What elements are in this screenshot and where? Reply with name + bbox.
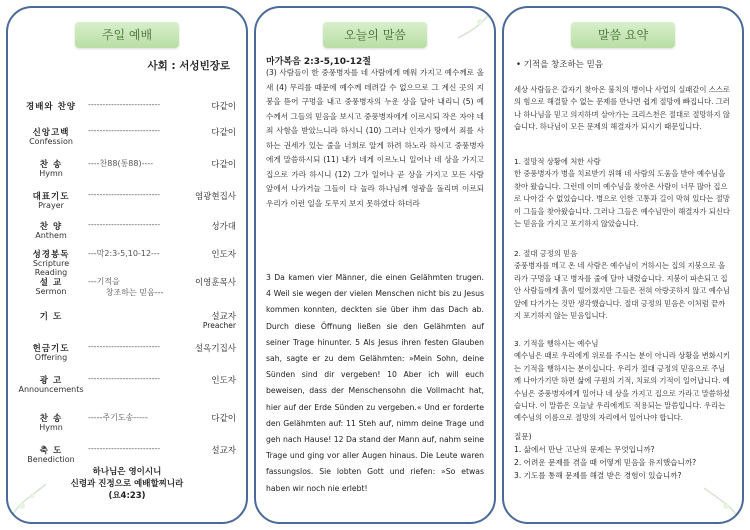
floral-decoration-icon xyxy=(454,8,494,48)
order-item-english: Prayer xyxy=(38,201,64,210)
order-item-name: 헌금기도 xyxy=(32,344,70,354)
order-item-detail: ------------------------- xyxy=(88,190,161,199)
order-item-detail: ------------------------- xyxy=(88,220,161,229)
summary-point-1: 1. 절망적 상황에 처한 사람 한 중풍병자가 병을 치료받기 위해 네 사람의 도움을 받아 예수님을 찾아 왔습니다. 그런데 이미 예수님을 찾아온 사람이 너무 많아 집으로 나아갈 수 없었습니다. 병으로 인한 고통과 길이 막혀 있다는 절망이 그들을 찾아왔습니다. 그러나 그들은 예수님만이 해결자가 되신다는 믿음을 가지고 포기하지 않았습니다. xyxy=(514,157,730,229)
order-item-name: 설 교 xyxy=(39,278,63,288)
order-item-detail: -----주기도송----- xyxy=(88,413,148,422)
question-item: 3. 기도를 통해 문제를 해결 받은 경험이 있습니까? xyxy=(514,471,682,480)
order-item-leader: 설교자 xyxy=(211,312,236,322)
panel-todays-word xyxy=(254,6,496,524)
order-item-detail: ---막2:3-5,10-12--- xyxy=(88,249,160,258)
order-item-leader: 성가대 xyxy=(211,222,236,232)
order-item-english: Offering xyxy=(34,353,68,362)
order-item-name: 대표기도 xyxy=(32,192,70,202)
summary-header: 말씀 요약 xyxy=(571,22,675,48)
panel-sermon-summary xyxy=(502,6,744,524)
order-item-detail: ----찬88(통88)---- xyxy=(88,159,154,168)
order-item-leader: 염광현집사 xyxy=(194,192,236,202)
order-item-english: Sermon xyxy=(35,287,67,296)
order-item-leader: 설옥기집사 xyxy=(194,344,236,354)
scripture-reference: 마가복음 2:3-5,10-12절 xyxy=(266,57,371,67)
order-item-detail: ---기적을 창조하는 믿음--- xyxy=(88,277,164,297)
order-item-name: 찬 양 xyxy=(39,222,63,232)
summary-point-2: 2. 절대 긍정의 믿음 중풍병자를 메고 온 네 사람은 예수님이 거하시는 집의 지붕으로 올라가 구멍을 내고 병자를 줄에 달아 내렸습니다. 지붕이 파손되고 집 안 사람들에게 흙이 떨어졌지만 그들은 전혀 아랑곳하지 않고 예수님 앞에 다가가는 것만 생각했습니다. 절대 긍정의 믿음은 이처럼 끝까지 포기하지 않는 믿음입니다. xyxy=(514,249,730,321)
scripture-german: 3 Da kamen vier Männer, die einen Gelähmten trugen. 4 Weil sie wegen der vielen Menschen nicht bis zu Jesus kommen konnten, deckten sie über ihm das Dach ab. Durch diese Öffnung ließen sie den Gelähmten auf seiner Trage hinunter. 5 Als Jesus ihren festen Glauben sah, sagte er zu dem Gelähmten: »Mein Sohn, deine Sünden sind dir vergeben! 10 Aber ich will euch beweisen, dass der Menschensohn die Vollmacht hat, hier auf der Erde Sünden zu vergeben.« Und er forderte den Gelähmten auf: 11 Steh auf, nimm deine Trage und geh nach Hause! 12 Da stand der Mann auf, nahm seine Trage und ging vor aller Augen hinaus. Die Leute waren fassungslos. Sie lobten Gott und riefen: »So etwas haben wir noch nie erlebt! xyxy=(266,273,484,493)
order-item-detail: ------------------------- xyxy=(88,100,161,109)
order-item-leader: 인도자 xyxy=(211,376,236,386)
verse-line: 신령과 진정으로 예배할찌니라 xyxy=(70,479,184,489)
order-item-leader: 인도자 xyxy=(211,250,236,260)
order-item-name: 찬 송 xyxy=(39,160,63,170)
order-item-name: 성경봉독 xyxy=(32,250,70,260)
order-item-leader: 다같이 xyxy=(211,102,236,112)
order-item-english: Scripture Reading xyxy=(32,259,70,277)
order-item-english: Benediction xyxy=(27,455,75,464)
order-item-name: 경배와 찬양 xyxy=(25,102,76,112)
order-item-name: 축 도 xyxy=(39,446,63,456)
floral-decoration-icon xyxy=(702,482,742,522)
order-item-leader: 다같이 xyxy=(211,160,236,170)
order-item-detail: ------------------------- xyxy=(88,342,161,351)
order-item-leader: 이영훈목사 xyxy=(194,278,236,288)
summary-title: • 기적을 창조하는 믿음 xyxy=(516,60,604,70)
order-item-detail: ------------------------- xyxy=(88,126,161,135)
order-item-name: 광 고 xyxy=(39,376,63,386)
word-header: 오늘의 말씀 xyxy=(323,22,427,48)
order-item-english: Confession xyxy=(29,137,73,146)
panel-worship-order xyxy=(6,6,248,524)
order-item-leader: 다같이 xyxy=(211,414,236,424)
order-item-name: 신앙고백 xyxy=(32,128,70,138)
order-item-detail: ------------------------- xyxy=(88,374,161,383)
host-label: 사회 : 서성빈장로 xyxy=(147,60,230,72)
order-item-english: Hymn xyxy=(39,169,63,178)
order-item-leader: 다같이 xyxy=(211,128,236,138)
summary-point-3: 3. 기적을 행하시는 예수님 예수님은 때로 우리에게 위로를 주시는 분이 아니라 상황을 변화시키는 기적을 행하시는 분이십니다. 우리가 절대 긍정의 믿음으로 주님께 나아가기만 하면 삶에 구원의 기적, 치료의 기적이 일어납니다. 예수님은 중풍병자에게 일어나 네 상을 가지고 집으로 가라고 말씀하셨습니다. 이 말씀은 오늘날 우리에게도 적용되는 말씀입니다. 우리는 예수님의 이름으로 절망의 자리에서 일어나야 합니다. xyxy=(514,339,730,423)
closing-verse xyxy=(8,466,246,502)
verse-line: (요4:23) xyxy=(108,491,146,501)
question-item: 2. 어려운 문제를 겪을 때 어떻게 믿음을 유지했습니까? xyxy=(514,458,697,467)
worship-header: 주일 예배 xyxy=(75,22,179,48)
order-item-leader: 설교자 xyxy=(211,446,236,456)
order-item-english: Announcements xyxy=(18,385,84,394)
verse-line: 하나님은 영이시니 xyxy=(92,467,162,477)
question-item: 1. 삶에서 만난 고난의 문제는 무엇입니까? xyxy=(514,445,655,454)
order-item-leader-sub: Preacher xyxy=(202,321,236,330)
order-item-english: Anthem xyxy=(35,231,67,240)
questions-title: 질문) xyxy=(514,432,532,441)
order-item-name: 기 도 xyxy=(39,312,63,322)
order-item-detail: ------------------------- xyxy=(88,444,161,453)
order-item-english: Hymn xyxy=(39,423,63,432)
scripture-korean: (3) 사람들이 한 중풍병자를 네 사람에게 메워 가지고 예수께로 올새 (4) 무리를 때문에 예수께 데려갈 수 없으므로 그 계신 곳의 지붕을 뜯어 구멍을 내고 중풍병자의 누운 상을 달아 내리니 (5) 예수께서 그들의 믿음을 보시고 중풍병자에게 이르시되 작은 자야 네 죄 사함을 받았느니라 하시니 (10) 그러나 인자가 땅에서 죄를 사하는 권세가 있는 줄을 너희로 알게 하려 하노라 하시고 중풍병자에게 말씀하시되 (11) 내가 네게 이르노니 일어나 네 상을 가지고 집으로 가라 하시니 (12) 그가 일어나 곧 상을 가지고 모든 사람 앞에서 나가거늘 그들이 다 놀라 하나님께 영광을 돌리며 이르되 우리가 이런 일을 도무지 보지 못하였다 하더라 xyxy=(266,68,484,208)
summary-intro: 세상 사람들은 갑자기 찾아온 불치의 병이나 사업의 실패같이 스스로의 힘으로 해결할 수 없는 문제를 만나면 쉽게 절망에 빠집니다. 그러나 하나님을 믿고 의지하며 살아가는 크리스천은 절대로 절망하지 않습니다. 하나님이 모든 문제의 해결자가 되시기 때문입니다. xyxy=(514,85,730,132)
order-item-name: 찬 송 xyxy=(39,414,63,424)
